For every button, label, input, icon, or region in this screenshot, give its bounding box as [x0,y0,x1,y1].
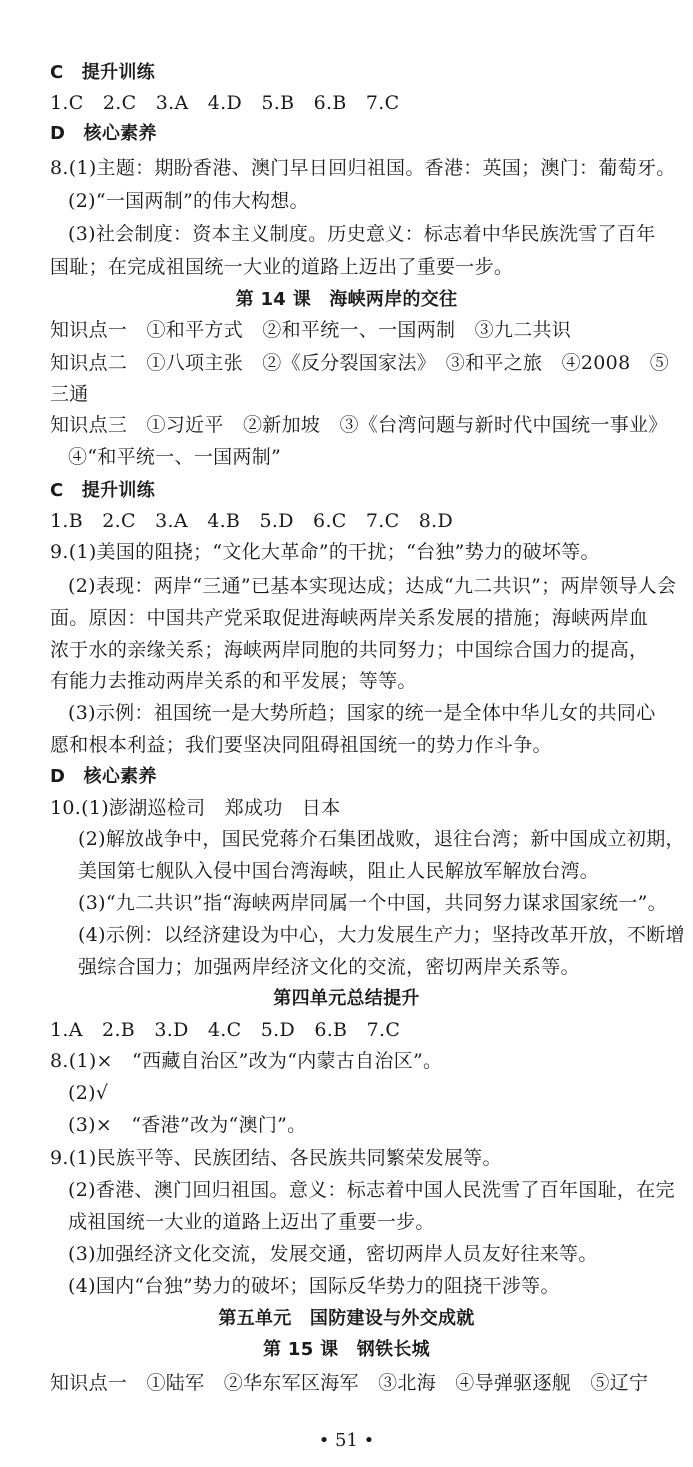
answer-text: (2)√ [68,1082,109,1104]
knowledge-point: 知识点一 ①陆军 ②华东军区海军 ③北海 ④导弹驱逐舰 ⑤辽宁 [50,1372,649,1394]
answer-text: 10.(1)澎湖巡检司 郑成功 日本 [50,797,341,819]
answer-text: (2)“一国两制”的伟大构想。 [68,190,309,212]
answer-text: 愿和根本利益；我们要坚决同阻碍祖国统一的势力作斗争。 [50,734,552,756]
answer-text: 国耻；在完成祖国统一大业的道路上迈出了重要一步。 [50,256,514,278]
answer-text: 9.(1)美国的阻挠；“文化大革命”的干扰；“台独”势力的破坏等。 [50,541,600,563]
knowledge-point: 知识点一 ①和平方式 ②和平统一、一国两制 ③九二共识 [50,319,572,341]
section-heading: C 提升训练 [50,480,156,501]
answer-row: 1.A 2.B 3.D 4.C 5.D 6.B 7.C [50,1019,401,1041]
answer-text: 成祖国统一大业的道路上迈出了重要一步。 [68,1211,435,1233]
answer-text: (4)示例：以经济建设为中心，大力发展生产力；坚持改革开放，不断增 [78,924,685,946]
answer-row: 1.C 2.C 3.A 4.D 5.B 6.B 7.C [50,92,400,114]
section-heading: D 核心素养 [50,123,157,144]
answer-text: 浓于水的亲缘关系；海峡两岸同胞的共同努力；中国综合国力的提高， [50,639,649,661]
answer-text: 美国第七舰队入侵中国台湾海峡，阻止人民解放军解放台湾。 [78,860,600,882]
answer-text: 强综合国力；加强两岸经济文化的交流，密切两岸关系等。 [78,956,580,978]
answer-text: (2)表现：两岸“三通”已基本实现达成；达成“九二共识”；两岸领导人会 [68,575,677,597]
unit-title: 第五单元 国防建设与外交成就 [218,1308,475,1329]
answer-text: (3)× “香港”改为“澳门”。 [68,1114,307,1136]
answer-text: 面。原因：中国共产党采取促进海峡两岸关系发展的措施；海峡两岸血 [50,607,649,629]
knowledge-point: 三通 [50,383,89,405]
knowledge-point: 知识点二 ①八项主张 ②《反分裂国家法》 ③和平之旅 ④2008 ⑤ [50,352,670,374]
page-number: • 51 • [318,1430,375,1451]
section-heading: C 提升训练 [50,62,156,83]
section-heading: D 核心素养 [50,766,157,787]
answer-text: 8.(1)× “西藏自治区”改为“内蒙古自治区”。 [50,1050,443,1072]
lesson-title: 第 14 课 海峡两岸的交往 [235,289,458,310]
answer-text: 8.(1)主题：期盼香港、澳门早日回归祖国。香港：英国；澳门：葡萄牙。 [50,157,676,179]
knowledge-point: 知识点三 ①习近平 ②新加坡 ③《台湾问题与新时代中国统一事业》 [50,414,668,436]
answer-text: (3)社会制度：资本主义制度。历史意义：标志着中华民族洗雪了百年 [68,223,656,245]
answer-text: (3)示例：祖国统一是大势所趋；国家的统一是全体中华儿女的共同心 [68,702,656,724]
answer-text: 有能力去推动两岸关系的和平发展；等等。 [50,670,417,692]
unit-summary-title: 第四单元总结提升 [273,988,420,1009]
answer-text: (4)国内“台独”势力的破坏；国际反华势力的阻挠干涉等。 [68,1275,560,1297]
knowledge-point: ④“和平统一、一国两制” [68,446,282,468]
answer-text: (3)加强经济文化交流，发展交通，密切两岸人员友好往来等。 [68,1243,598,1265]
answer-row: 1.B 2.C 3.A 4.B 5.D 6.C 7.C 8.D [50,510,454,532]
answer-text: (2)香港、澳门回归祖国。意义：标志着中国人民洗雪了百年国耻，在完 [68,1179,675,1201]
answer-text: (2)解放战争中，国民党蒋介石集团战败，退往台湾；新中国成立初期， [78,828,685,850]
answer-text: (3)“九二共识”指“海峡两岸同属一个中国，共同努力谋求国家统一”。 [78,892,667,914]
lesson-title: 第 15 课 钢铁长城 [263,1339,430,1360]
answer-text: 9.(1)民族平等、民族团结、各民族共同繁荣发展等。 [50,1147,502,1169]
